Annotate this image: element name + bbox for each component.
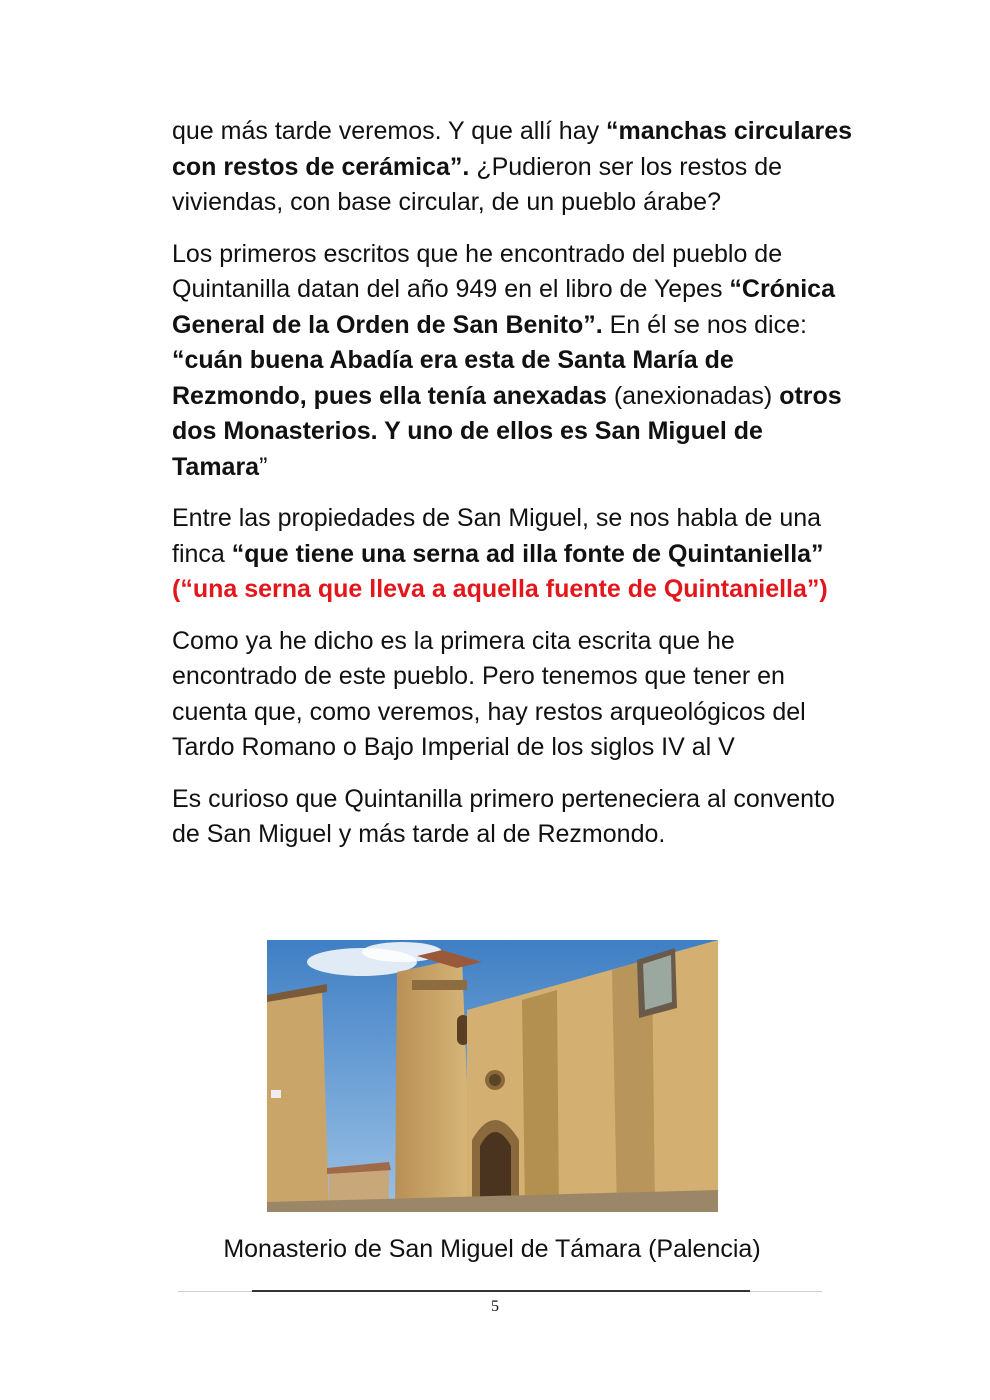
text-segment: En él se nos dice: — [602, 310, 807, 339]
body-text — [172, 114, 862, 869]
paragraph — [172, 782, 862, 853]
text-segment: “Crónica General de la Orden de San Benito”. — [172, 275, 835, 339]
text-segment: Es curioso que Quintanilla primero perteneciera al convento de San Miguel y más tarde al de Rezmondo. — [172, 784, 835, 848]
paragraph — [172, 624, 862, 766]
paragraph — [172, 114, 862, 221]
paragraph — [172, 237, 862, 486]
monastery-photo — [267, 940, 718, 1212]
text-segment: Entre las propiedades de San Miguel, se nos habla de una finca — [172, 504, 822, 568]
bell-tower — [395, 958, 472, 1212]
photo-caption: Monasterio de San Miguel de Támara (Palencia) — [223, 1235, 761, 1263]
text-segment: Los primeros escritos que he encontrado del pueblo de Quintanilla datan del año 949 en el libro de Yepes — [172, 239, 783, 303]
text-segment: Como ya he dicho es la primera cita escrita que he encontrado de este pueblo. Pero tenemos que tener en cuenta que, como veremos, hay restos arqueológicos del Tardo Romano o Bajo Imperial de los siglos IV al V — [172, 626, 806, 761]
text-segment: otros dos Monasterios. Y uno de ellos es San Miguel de Tamara — [172, 381, 842, 481]
page-number: 5 — [491, 1298, 499, 1315]
footer-divider-dark — [252, 1290, 750, 1292]
paragraph — [172, 501, 862, 608]
text-segment: “cuán buena Abadía era esta de Santa María de Rezmondo, pues ella tenía anexadas — [172, 346, 734, 410]
text-segment: (“una serna que lleva a aquella fuente de Quintaniella”) — [172, 575, 828, 603]
text-segment: (anexionadas) — [606, 381, 780, 410]
text-segment: ” — [259, 452, 268, 481]
text-segment: ¿Pudieron ser los restos de viviendas, con base circular, de un pueblo árabe? — [172, 152, 783, 216]
left-building — [267, 988, 329, 1212]
text-segment: “manchas circulares con restos de cerámica”. — [172, 117, 853, 181]
text-segment: que más tarde veremos. Y que allí hay — [172, 117, 607, 145]
text-segment: “que tiene una serna ad illa fonte de Quintaniella” — [231, 539, 824, 568]
